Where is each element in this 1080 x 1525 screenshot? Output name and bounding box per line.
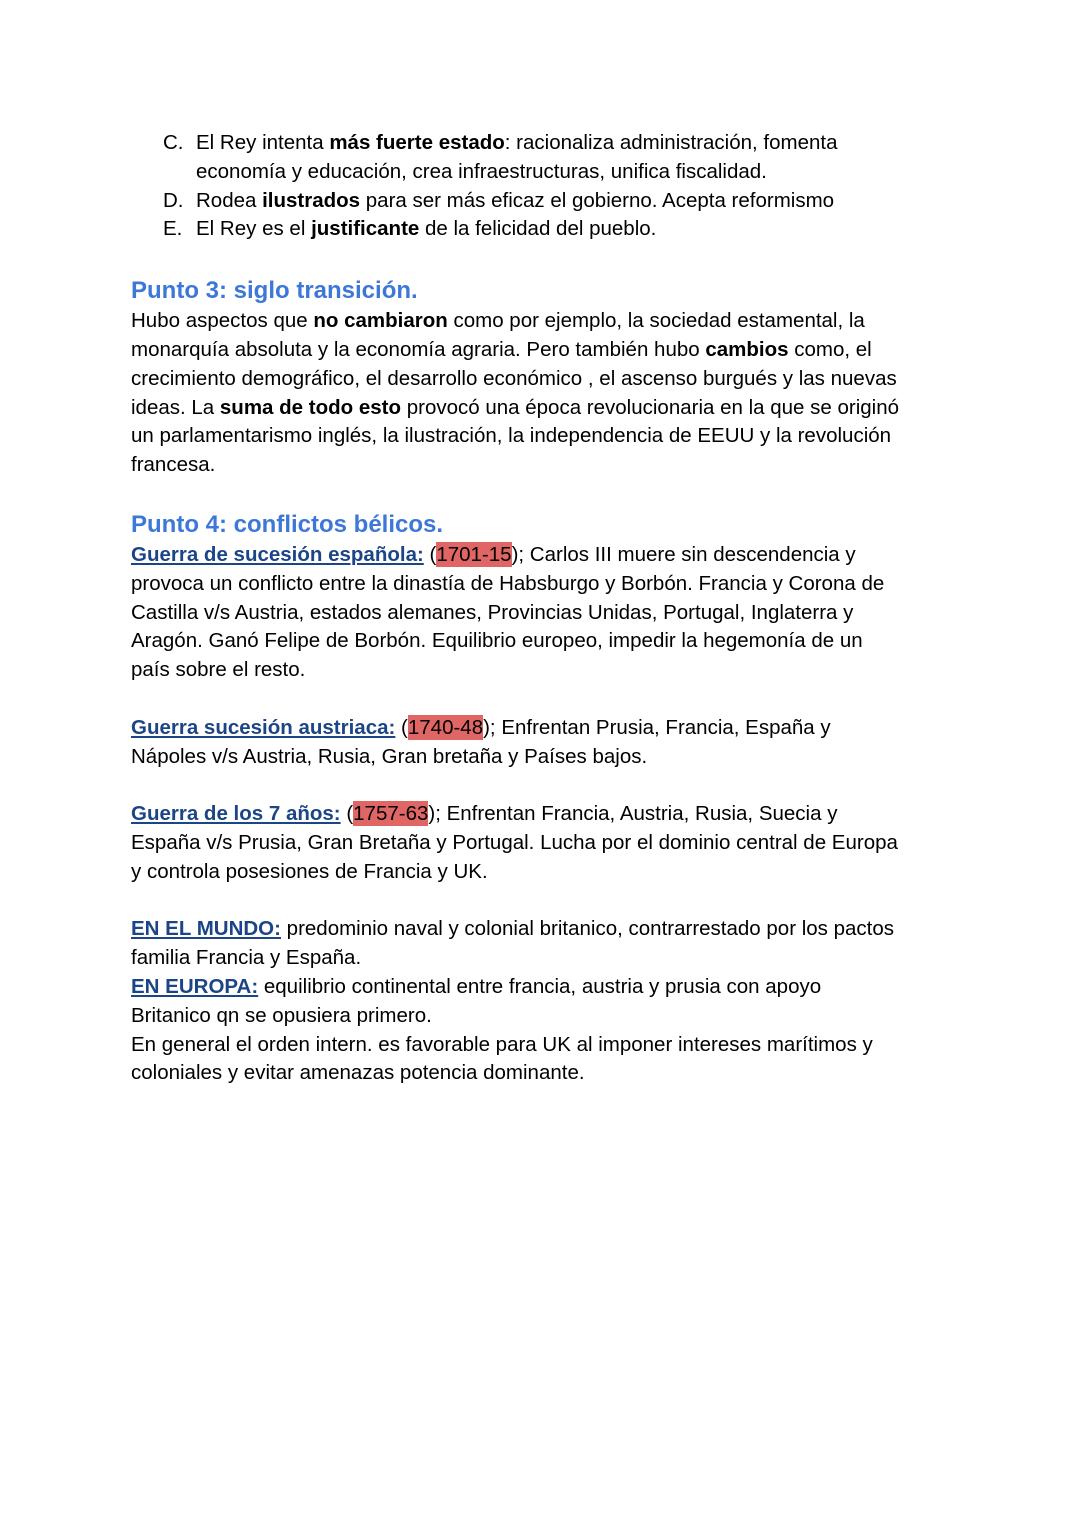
- paragraph-line: [131, 599, 1031, 628]
- text-run: Britanico qn se opusiera primero.: [131, 1003, 432, 1027]
- date-highlight: 1740-48: [407, 715, 484, 739]
- document-page: [131, 129, 1031, 1088]
- summary-paragraph: [131, 915, 1031, 1088]
- paragraph-line: [131, 915, 1031, 944]
- ordered-list: [131, 129, 1031, 244]
- list-item-text: [196, 129, 838, 158]
- paragraph-line: [131, 422, 1031, 451]
- text-run: de la felicidad del pueblo.: [419, 217, 657, 241]
- bold-text: ilustrados: [262, 188, 361, 212]
- section-heading-punto-3: Punto 3: siglo transición.: [131, 277, 418, 305]
- date-highlight: 1701-15: [436, 542, 512, 566]
- paragraph-line: [131, 656, 1031, 685]
- blank-line: [131, 685, 1031, 714]
- war-title: Guerra sucesión austriaca:: [131, 715, 396, 739]
- text-run: provoca un conflicto entre la dinastía de Habsburgo y Borbón. Francia y Corona de: [131, 571, 885, 595]
- text-run: coloniales y evitar amenazas potencia dominante.: [131, 1061, 585, 1085]
- paragraph-line: [131, 336, 1031, 365]
- text-run: provocó una época revolucionaria en la que se originó: [401, 395, 900, 419]
- text-run: familia Francia y España.: [131, 946, 362, 970]
- text-run: España v/s Prusia, Gran Bretaña y Portugal. Lucha por el dominio central de Europa: [131, 830, 898, 854]
- text-run: (: [395, 715, 408, 739]
- bold-text: suma de todo esto: [219, 395, 402, 419]
- paragraph-line: [131, 1002, 1031, 1031]
- text-run: ); Enfrentan Francia, Austria, Rusia, Suecia y: [428, 802, 838, 826]
- blank-line: [131, 771, 1031, 800]
- date-highlight: 1757-63: [353, 802, 429, 826]
- paragraph-line: [131, 541, 1031, 570]
- text-run: El Rey es el: [196, 217, 312, 241]
- paragraph-line: [131, 1031, 1031, 1060]
- text-run: economía y educación, crea infraestructuras, unifica fiscalidad.: [196, 159, 767, 183]
- text-run: ); Enfrentan Prusia, Francia, España y: [483, 715, 831, 739]
- text-run: monarquía absoluta y la economía agraria. Pero también hubo: [131, 337, 706, 361]
- paragraph-line: [131, 800, 1031, 829]
- text-run: para ser más eficaz el gobierno. Acepta reformismo: [360, 188, 835, 212]
- section-heading-punto-4: Punto 4: conflictos bélicos.: [131, 510, 444, 538]
- bold-text: no cambiaron: [313, 309, 448, 333]
- paragraph-line: [131, 829, 1031, 858]
- list-item-d: [163, 187, 1031, 216]
- paragraph-line: [131, 451, 1031, 480]
- text-run: equilibrio continental entre francia, austria y prusia con apoyo: [258, 974, 822, 998]
- summary-label-europa: EN EUROPA:: [131, 974, 259, 998]
- paragraph-line: [131, 627, 1031, 656]
- paragraph-line: [131, 570, 1031, 599]
- paragraph-punto-3: [131, 307, 1031, 480]
- summary-label-mundo: EN EL MUNDO:: [131, 917, 281, 941]
- text-run: Rodea: [196, 188, 263, 212]
- bold-text: justificante: [311, 217, 420, 241]
- text-run: Nápoles v/s Austria, Rusia, Gran bretaña y Países bajos.: [131, 744, 648, 768]
- text-run: crecimiento demográfico, el desarrollo económico , el ascenso burgués y las nuevas: [131, 366, 897, 390]
- paragraph-line: [131, 944, 1031, 973]
- list-item-text: [196, 215, 656, 244]
- blank-line: [131, 887, 1031, 916]
- list-marker: C.: [163, 131, 184, 154]
- text-run: El Rey intenta: [196, 131, 330, 154]
- list-item-c: [163, 129, 1031, 158]
- text-run: y controla posesiones de Francia y UK.: [131, 859, 488, 883]
- text-run: Aragón. Ganó Felipe de Borbón. Equilibrio europeo, impedir la hegemonía de un: [131, 629, 863, 653]
- war-paragraph-siete-anos: [131, 800, 1031, 886]
- text-run: francesa.: [131, 453, 216, 477]
- text-run: (: [423, 542, 437, 566]
- text-run: ); Carlos III muere sin descendencia y: [511, 542, 856, 566]
- paragraph-line: [131, 307, 1031, 336]
- paragraph-line: [131, 365, 1031, 394]
- war-paragraph-sucesion-espanola: [131, 541, 1031, 685]
- paragraph-line: [131, 1059, 1031, 1088]
- bold-text: cambios: [705, 337, 789, 361]
- text-run: : racionaliza administración, fomenta: [504, 131, 838, 154]
- paragraph-line: [131, 973, 1031, 1002]
- text-run: ideas. La: [131, 395, 220, 419]
- text-run: como, el: [788, 337, 872, 361]
- war-title: Guerra de los 7 años:: [131, 802, 341, 826]
- text-run: un parlamentarismo inglés, la ilustración, la independencia de EEUU y la revolución: [131, 424, 892, 448]
- text-run: Hubo aspectos que: [131, 309, 314, 333]
- list-item-e: [163, 215, 1031, 244]
- war-title: Guerra de sucesión española:: [131, 542, 424, 566]
- list-item-c-continuation: [131, 158, 1031, 187]
- paragraph-line: [131, 714, 1031, 743]
- text-run: como por ejemplo, la sociedad estamental, la: [447, 309, 865, 333]
- text-run: predominio naval y colonial britanico, contrarrestado por los pactos: [280, 917, 895, 941]
- paragraph-line: [131, 743, 1031, 772]
- text-run: país sobre el resto.: [131, 658, 306, 682]
- list-marker: E.: [163, 217, 183, 241]
- paragraph-line: [131, 858, 1031, 887]
- list-item-text: [196, 187, 834, 216]
- text-run: En general el orden intern. es favorable para UK al imponer intereses marítimos y: [131, 1032, 873, 1056]
- list-marker: D.: [163, 188, 184, 212]
- bold-text: más fuerte estado: [329, 131, 505, 154]
- text-run: (: [340, 802, 354, 826]
- text-run: Castilla v/s Austria, estados alemanes, Provincias Unidas, Portugal, Inglaterra y: [131, 600, 854, 624]
- war-paragraph-sucesion-austriaca: [131, 714, 1031, 772]
- paragraph-line: [131, 394, 1031, 423]
